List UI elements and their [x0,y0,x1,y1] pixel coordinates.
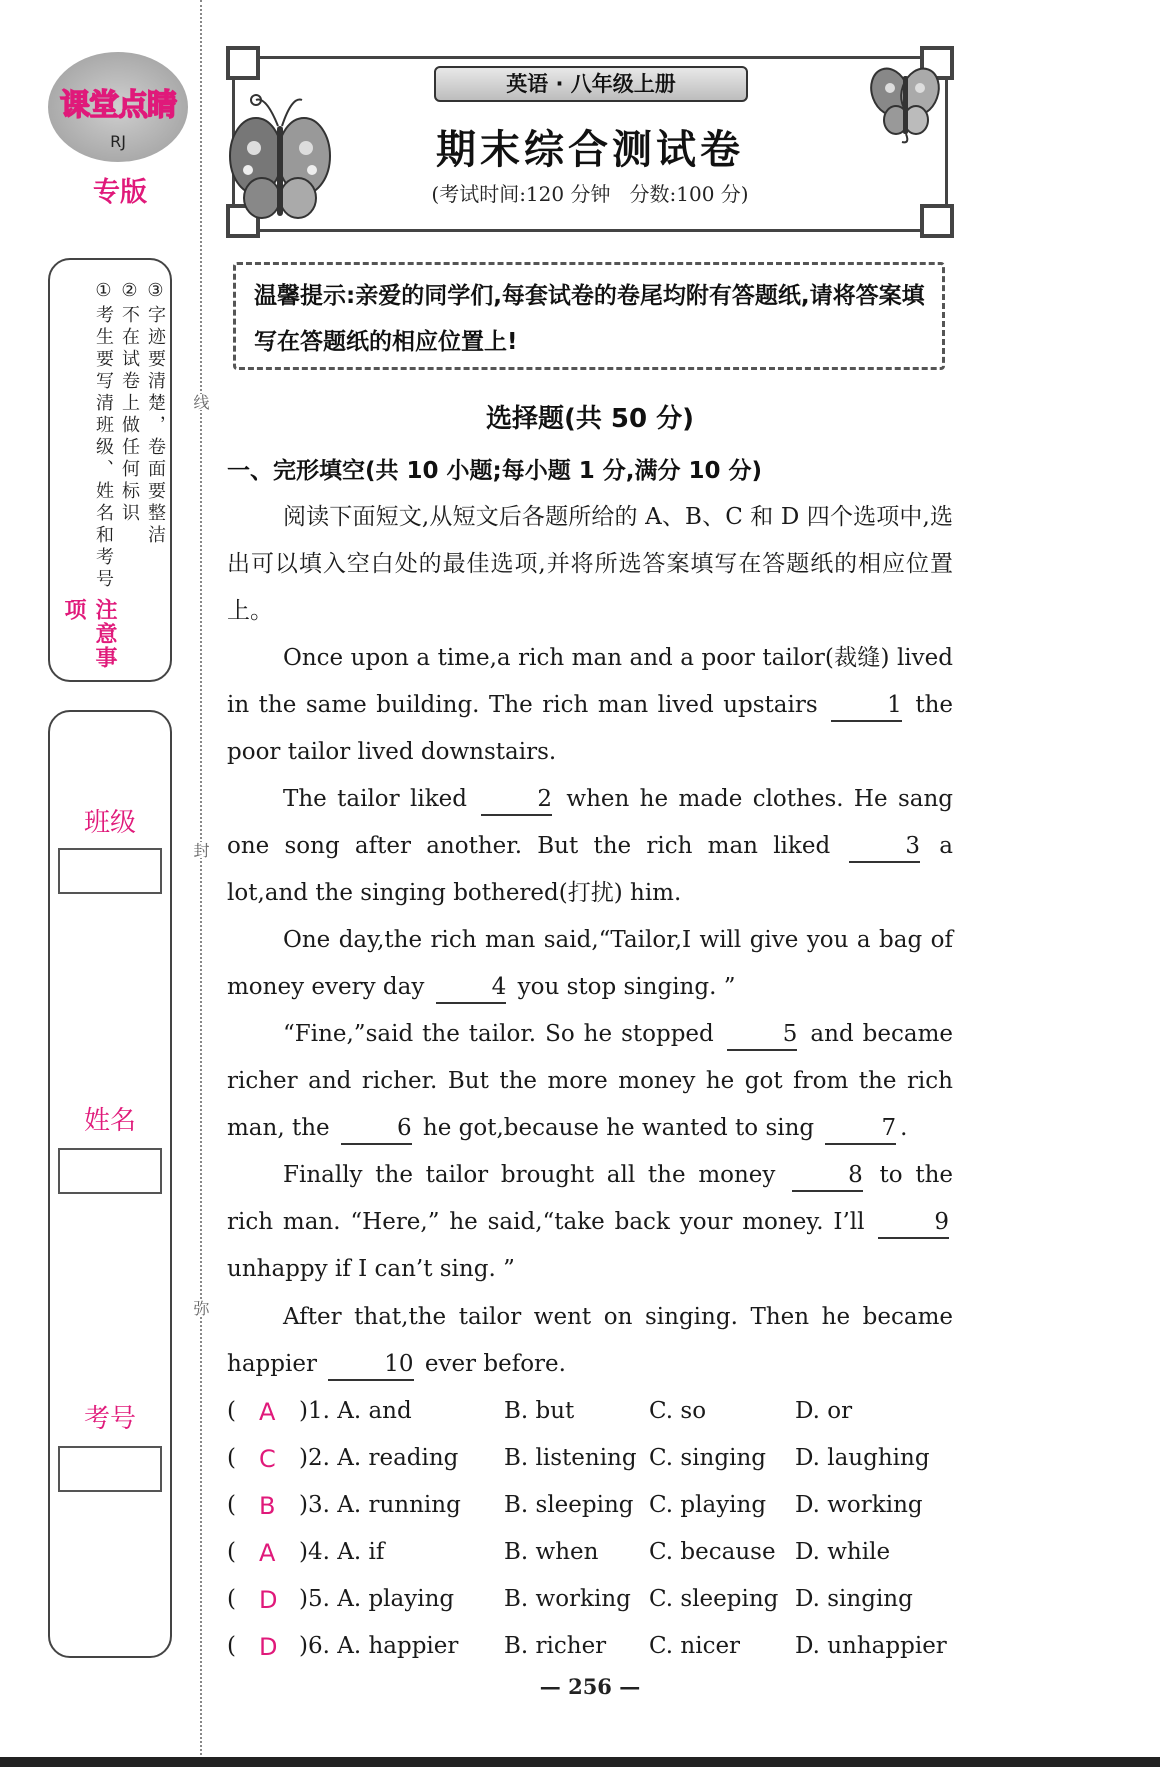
passage-text: when he made clothes. He sang one song after another. But the rich man liked [227,786,954,859]
question-row-2 [227,1437,953,1484]
passage-text: One day,the rich man said,“Tailor,I will give you a bag of money every day [227,927,953,1000]
option-a: )5. A. playing [299,1586,455,1612]
option-c: C. playing [649,1492,767,1518]
option-c: C. so [649,1398,707,1424]
option-d: D. laughing [795,1445,930,1471]
blank-7[interactable]: 7 [825,1113,896,1145]
notice-item-2: ②不在试卷上做任何标识 [119,280,140,525]
class-field[interactable] [58,848,162,894]
bottom-edge [0,1757,1160,1767]
frame-corner-br [920,204,954,238]
notice-item-1: ①考生要写清班级、姓名和考号 [93,280,114,591]
option-d: D. or [795,1398,853,1424]
paren-open: ( [227,1633,236,1659]
option-a: )3. A. running [299,1492,461,1518]
option-d: D. while [795,1539,891,1565]
notice-box [48,258,172,682]
option-a: )6. A. happier [299,1633,459,1659]
answer-mark[interactable]: D [259,1586,278,1614]
exam-number-label: 考号 [83,1404,136,1434]
option-c: C. singing [649,1445,766,1471]
student-info-box [48,710,172,1658]
question-row-6 [227,1625,953,1672]
tip-box [233,262,945,370]
answer-mark[interactable]: D [259,1633,278,1661]
passage-text: Once upon a time,a rich man and a poor tailor(裁缝) lived in the same building. The rich man lived upstairs [227,645,953,718]
exam-meta: (考试时间:120 分钟 分数:100 分) [431,182,749,206]
passage-paragraph-5 [227,1152,953,1293]
exam-header [226,46,954,238]
answer-mark[interactable]: B [259,1492,276,1520]
passage-text: to the rich man. “Here,” he said,“take back your money. I’ll [227,1162,953,1235]
cut-line [200,0,202,1767]
option-b: B. listening [504,1445,637,1471]
blank-1[interactable]: 1 [831,690,902,722]
passage-text: The tailor liked [283,786,467,812]
option-a: )4. A. if [299,1539,385,1565]
option-b: B. richer [504,1633,607,1659]
passage-text: you stop singing. ” [517,974,736,1000]
question-row-1 [227,1390,953,1437]
exam-title: 期末综合测试卷 [436,126,744,173]
question-row-3 [227,1484,953,1531]
passage-text: Finally the tailor brought all the money [283,1162,776,1188]
name-label: 姓名 [83,1106,136,1136]
paren-open: ( [227,1492,236,1518]
class-label: 班级 [83,808,136,838]
blank-10[interactable]: 10 [328,1349,413,1381]
cut-label-line: 线 [188,394,212,410]
answer-mark[interactable]: A [259,1398,276,1426]
subject-tab: 英语 · 八年级上册 [434,66,748,102]
passage-paragraph-2 [227,776,953,917]
passage-text: “Fine,”said the tailor. So he stopped [283,1021,714,1047]
frame-corner-tl [226,46,260,80]
passage-paragraph-4 [227,1011,953,1152]
option-d: D. unhappier [795,1633,947,1659]
page-number: — 256 — [539,1674,641,1699]
section-title: 选择题(共 50 分) [485,404,695,434]
notice-item-3: ③字迹要清楚，卷面要整洁 [145,280,166,547]
blank-5[interactable]: 5 [727,1019,798,1051]
option-a: )1. A. and [299,1398,412,1424]
passage-text: the poor tailor lived downstairs. [227,692,953,765]
answer-mark[interactable]: C [259,1445,276,1473]
name-field[interactable] [58,1148,162,1194]
option-d: D. working [795,1492,923,1518]
option-c: C. because [649,1539,776,1565]
option-b: B. but [504,1398,575,1424]
option-d: D. singing [795,1586,913,1612]
option-b: B. working [504,1586,631,1612]
badge-title: 课堂点睛 [60,88,176,123]
binding-sidebar [0,0,210,1767]
passage-text: and became richer and richer. But the more money he got from the rich man, the [227,1021,954,1141]
cut-label-seal: 封 [188,842,212,858]
instructions: 阅读下面短文,从短文后各题所给的 A、B、C 和 D 四个选项中,选出可以填入空白处的最佳选项,并将所选答案填写在答题纸的相应位置上。 [227,504,953,624]
blank-4[interactable]: 4 [436,972,507,1004]
passage-text: After that,the tailor went on singing. Then he became happier [227,1304,953,1377]
question-row-4 [227,1531,953,1578]
blank-6[interactable]: 6 [341,1113,412,1145]
blank-9[interactable]: 9 [878,1207,949,1239]
edition-label: 专版 [93,177,147,208]
answer-mark[interactable]: A [259,1539,276,1567]
passage-text: . [900,1115,908,1141]
tip-text: 温馨提示:亲爱的同学们,每套试卷的卷尾均附有答题纸,请将答案填写在答题纸的相应位置上! [254,283,925,355]
option-a: )2. A. reading [299,1445,459,1471]
blank-2[interactable]: 2 [481,784,552,816]
badge-subtitle: RJ [110,132,126,151]
part-title: 一、完形填空(共 10 小题;每小题 1 分,满分 10 分) [227,458,763,484]
blank-3[interactable]: 3 [849,831,920,863]
passage-text: a lot,and the singing bothered(打扰) him. [227,833,954,906]
paren-open: ( [227,1539,236,1565]
cut-label-close: 弥 [188,1300,212,1316]
passage-paragraph-3 [227,917,953,1011]
paren-open: ( [227,1445,236,1471]
paren-open: ( [227,1398,236,1424]
option-b: B. when [504,1539,599,1565]
option-b: B. sleeping [504,1492,634,1518]
passage-text: unhappy if I can’t sing. ” [227,1256,515,1282]
passage-paragraph-6 [227,1294,953,1388]
passage-paragraph-1 [227,635,953,776]
passage-text: ever before. [424,1351,566,1377]
passage-text: he got,because he wanted to sing [422,1115,815,1141]
option-c: C. sleeping [649,1586,779,1612]
option-c: C. nicer [649,1633,741,1659]
question-row-5 [227,1578,953,1625]
question-list [227,1390,953,1672]
edition-badge [48,52,188,162]
exam-number-field[interactable] [58,1446,162,1492]
paren-open: ( [227,1586,236,1612]
blank-8[interactable]: 8 [792,1160,863,1192]
notice-title: 注意事项 [61,598,117,670]
